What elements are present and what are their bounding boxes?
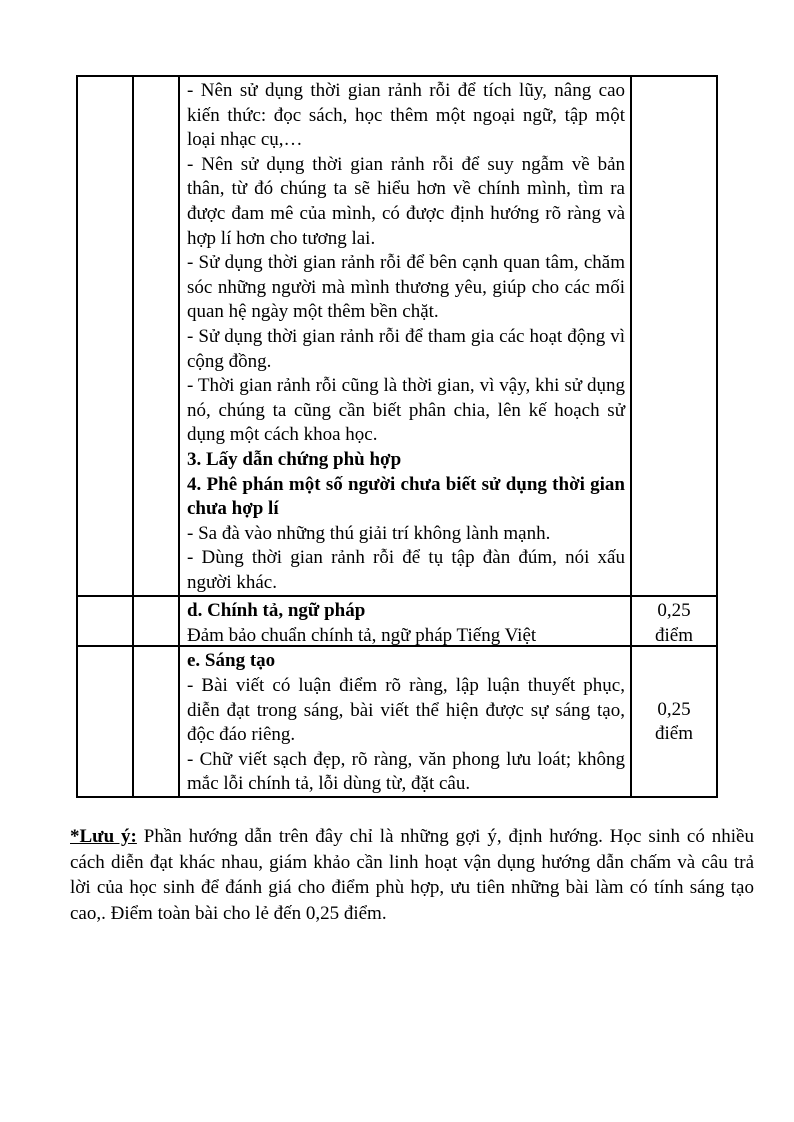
table-row-main bbox=[78, 77, 716, 595]
points-cell-e bbox=[632, 647, 716, 797]
question-number-cell bbox=[78, 77, 134, 595]
points-unit: điểm bbox=[655, 625, 693, 646]
rubric-heading-3: 3. Lấy dẫn chứng phù hợp bbox=[187, 448, 402, 470]
table-row-e bbox=[78, 645, 716, 797]
note-label: *Lưu ý: bbox=[70, 826, 137, 847]
points-cell-main bbox=[632, 77, 716, 595]
sub-question-cell bbox=[134, 647, 180, 797]
main-content-cell bbox=[180, 77, 632, 595]
rubric-paragraph: - Sử dụng thời gian rảnh rỗi để bên cạnh quan tâm, chăm sóc những người mà mình thương yêu, giúp cho các mối quan hệ ngày một thêm bền chặt. bbox=[187, 252, 625, 323]
sub-question-cell bbox=[134, 597, 180, 645]
points-unit: điểm bbox=[655, 723, 693, 745]
points-value: 0,25 bbox=[657, 698, 691, 720]
row-d-content-cell bbox=[180, 597, 632, 645]
grading-note bbox=[70, 824, 754, 926]
grading-rubric-table bbox=[76, 75, 718, 798]
rubric-heading-4: 4. Phê phán một số người chưa biết sử dụng thời gian chưa hợp lí bbox=[187, 473, 625, 520]
rubric-paragraph: - Dùng thời gian rảnh rỗi để tụ tập đàn đúm, nói xấu người khác. bbox=[187, 547, 625, 593]
points-cell-d bbox=[632, 597, 716, 645]
rubric-paragraph: - Chữ viết sạch đẹp, rõ ràng, văn phong lưu loát; không mắc lỗi chính tả, lỗi dùng từ, đặt câu. bbox=[187, 748, 625, 795]
sub-question-cell bbox=[134, 77, 180, 595]
question-number-cell bbox=[78, 597, 134, 645]
note-text: Phần hướng dẫn trên đây chỉ là những gợi ý, định hướng. Học sinh có nhiều cách diễn đạt khác nhau, giám khảo cần linh hoạt vận dụng hướng dẫn chấm và câu trả lời của học sinh để đánh giá cho điểm phù hợp, ưu tiên những bài làm có tính sáng tạo cao,. Điểm toàn bài cho lẻ đến 0,25 điểm. bbox=[70, 826, 754, 924]
rubric-heading-d: d. Chính tả, ngữ pháp bbox=[187, 600, 366, 622]
points-value: 0,25 bbox=[657, 600, 691, 622]
rubric-heading-e: e. Sáng tạo bbox=[187, 650, 276, 672]
table-row-d bbox=[78, 595, 716, 645]
rubric-paragraph: Đảm bảo chuẩn chính tả, ngữ pháp Tiếng Việt bbox=[187, 625, 537, 646]
rubric-paragraph: - Sử dụng thời gian rảnh rỗi để tham gia các hoạt động vì cộng đồng. bbox=[187, 325, 625, 372]
rubric-paragraph: - Nên sử dụng thời gian rảnh rỗi để tích lũy, nâng cao kiến thức: đọc sách, học thêm một ngoại ngữ, tập một loại nhạc cụ,… bbox=[187, 80, 625, 151]
rubric-paragraph: - Sa đà vào những thú giải trí không lành mạnh. bbox=[187, 522, 551, 544]
question-number-cell bbox=[78, 647, 134, 797]
row-e-content-cell bbox=[180, 647, 632, 797]
rubric-paragraph: - Nên sử dụng thời gian rảnh rỗi để suy ngẫm về bản thân, từ đó chúng ta sẽ hiểu hơn về chính mình, tìm ra được đam mê của mình, có được định hướng rõ ràng và hợp lí hơn cho tương lai. bbox=[187, 153, 625, 249]
rubric-paragraph: - Bài viết có luận điểm rõ ràng, lập luận thuyết phục, diễn đạt trong sáng, bài viết thể hiện được sự sáng tạo, độc đáo riêng. bbox=[187, 675, 625, 746]
rubric-paragraph: - Thời gian rảnh rỗi cũng là thời gian, vì vậy, khi sử dụng nó, chúng ta cũng cần biết phân chia, lên kế hoạch sử dụng một cách khoa học. bbox=[187, 375, 625, 446]
